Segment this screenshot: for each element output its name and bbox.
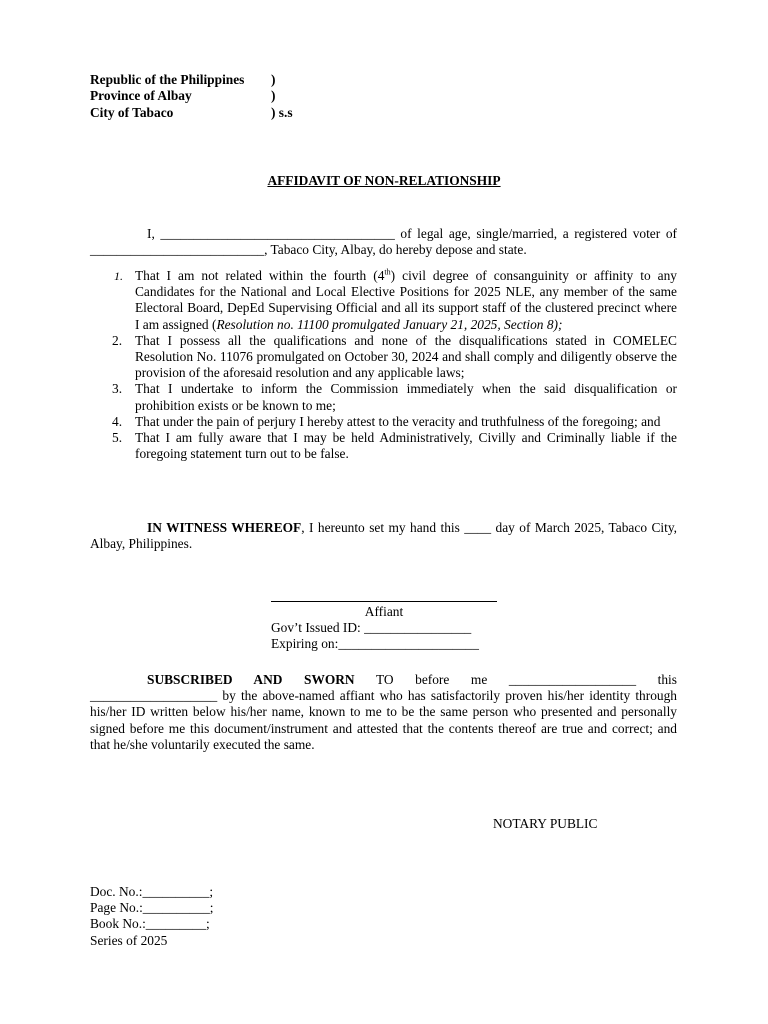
statement-list (90, 268, 677, 462)
witness-paragraph: IN WITNESS WHEREOF, I hereunto set my hand this ____ day of March 2025, Tabaco City, Albay, Philippines. (90, 520, 677, 552)
subscribed-paragraph: SUBSCRIBED AND SWORN TO before me ___________________ this ___________________ by the above-named affiant who has satisfactorily proven his/her identity through his/her ID written below his/her name, known to me to be the same person who presented and personally signed before me this document/instrument and attested that the contents thereof are true and correct; and that he/she voluntarily executed the same. (90, 672, 677, 752)
venue-row: Republic of the Philippines ) (90, 72, 276, 87)
notary-public-label: NOTARY PUBLIC (493, 816, 598, 831)
page-no: Page No.:__________; (90, 900, 214, 916)
list-item: 3. That I undertake to inform the Commission immediately when the said disqualification or prohibition exists or be known to me; (112, 381, 677, 413)
list-item: 1. That I am not related within the fourth (4th) civil degree of consanguinity or affinity to any Candidates for the National and Local Elective Positions for 2025 NLE, any member of the same Electoral Board, DepEd Supervising Official and all its support staff of the clustered precinct where I am assigned (Resolution no. 11100 promulgated January 21, 2025, Section 8); (114, 267, 678, 332)
gov-id-field: Gov’t Issued ID: ________________ (271, 620, 472, 636)
venue-row: Province of Albay ) (90, 88, 276, 104)
document-title: AFFIDAVIT OF NON-RELATIONSHIP (267, 173, 501, 188)
affiant-signature-block (271, 593, 497, 653)
affiant-label: Affiant (364, 604, 404, 619)
intro-paragraph: I, ___________________________________ of legal age, single/married, a registered voter of __________________________, Tabaco City, Albay, do hereby depose and state. (90, 226, 677, 258)
series: Series of 2025 (90, 932, 168, 948)
expiring-field: Expiring on:_____________________ (271, 636, 479, 652)
signature-line (271, 593, 497, 602)
list-item: 2. That I possess all the qualifications and none of the disqualifications stated in COMELEC Resolution No. 11076 promulgated on October 30, 2024 and shall comply and diligently observe the provision of the aforesaid resolution and any applicable laws; (112, 332, 677, 381)
doc-no: Doc. No.:__________; (90, 884, 214, 899)
doc-info-block (90, 884, 213, 949)
list-item: 5. That I am fully aware that I may be held Administratively, Civilly and Criminally liable if the foregoing statement turn out to be false. (112, 430, 677, 462)
list-item: 4. That under the pain of perjury I hereby attest to the veracity and truthfulness of the foregoing; and (112, 413, 661, 429)
venue-block (90, 72, 293, 121)
book-no: Book No.:_________; (90, 916, 210, 932)
venue-row: City of Tabaco ) s.s (90, 104, 293, 120)
